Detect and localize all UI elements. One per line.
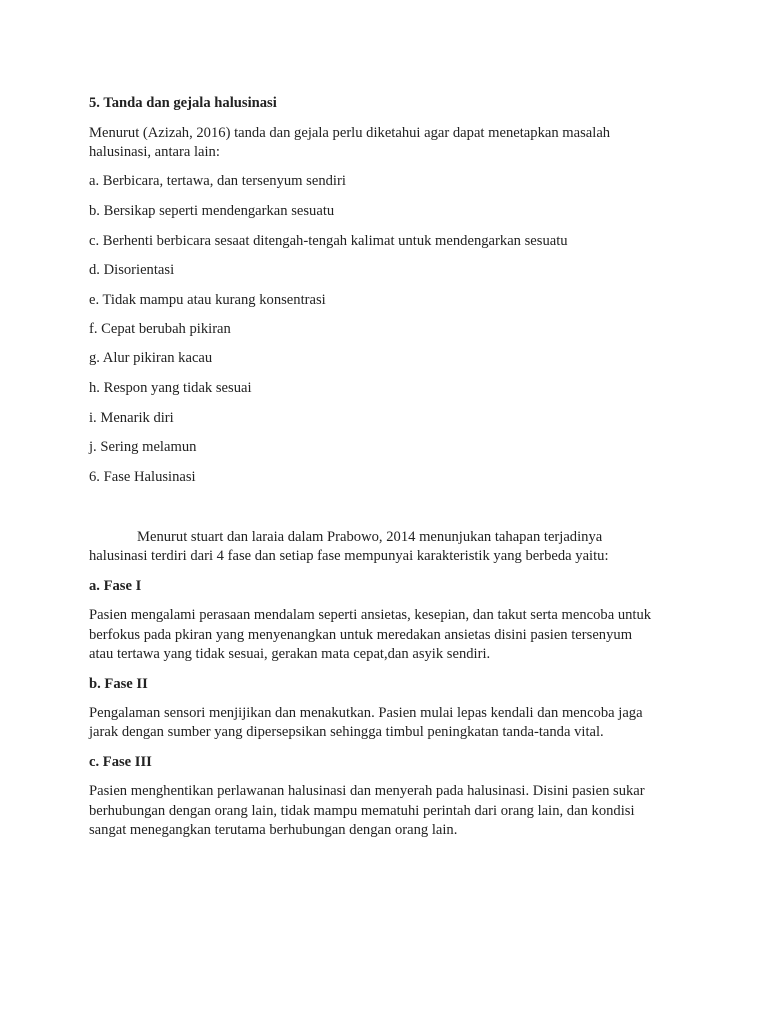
symptom-item-h: h. Respon yang tidak sesuai (89, 380, 252, 396)
phase-3-title: c. Fase III (89, 754, 152, 770)
symptom-item-c: c. Berhenti berbicara sesaat ditengah-tengah kalimat untuk mendengarkan sesuatu (89, 233, 568, 249)
phase-1-line-2: berfokus pada pkiran yang menyenangkan untuk meredakan ansietas disini pasien tersenyum (89, 627, 633, 643)
phase-2-title: b. Fase II (89, 676, 148, 692)
symptom-item-b: b. Bersikap seperti mendengarkan sesuatu (89, 203, 335, 219)
symptom-item-g: g. Alur pikiran kacau (89, 350, 213, 366)
symptom-item-d: d. Disorientasi (89, 262, 175, 278)
symptom-item-j: j. Sering melamun (89, 439, 197, 455)
section-6-intro-line-2: halusinasi terdiri dari 4 fase dan setiap fase mempunyai karakteristik yang berbeda yaitu: (89, 548, 609, 564)
symptom-item-e: e. Tidak mampu atau kurang konsentrasi (89, 292, 326, 308)
symptom-item-f: f. Cepat berubah pikiran (89, 321, 231, 337)
section-6-heading: 6. Fase Halusinasi (89, 469, 196, 485)
phase-3-line-1: Pasien menghentikan perlawanan halusinasi dan menyerah pada halusinasi. Disini pasien sukar (89, 783, 645, 799)
phase-1-line-3: atau tertawa yang tidak sesuai, gerakan mata cepat,dan asyik sendiri. (89, 646, 491, 662)
phase-1-title: a. Fase I (89, 578, 142, 594)
phase-2-line-1: Pengalaman sensori menjijikan dan menakutkan. Pasien mulai lepas kendali dan mencoba jaga (89, 705, 643, 721)
phase-2-line-2: jarak dengan sumber yang dipersepsikan sehingga timbul peningkatan tanda-tanda vital. (89, 724, 604, 740)
section-6-intro-line-1: Menurut stuart dan laraia dalam Prabowo, 2014 menunjukan tahapan terjadinya (137, 529, 603, 545)
section-5-intro-line-2: halusinasi, antara lain: (89, 144, 220, 160)
symptom-item-a: a. Berbicara, tertawa, dan tersenyum sendiri (89, 173, 346, 189)
phase-3-line-2: berhubungan dengan orang lain, tidak mampu mematuhi perintah dari orang lain, dan kondisi (89, 803, 635, 819)
section-5-heading: 5. Tanda dan gejala halusinasi (89, 95, 277, 111)
phase-3-line-3: sangat menegangkan terutama berhubungan dengan orang lain. (89, 822, 458, 838)
section-5-intro-line-1: Menurut (Azizah, 2016) tanda dan gejala perlu diketahui agar dapat menetapkan masalah (89, 125, 611, 141)
symptom-item-i: i. Menarik diri (89, 410, 174, 426)
phase-1-line-1: Pasien mengalami perasaan mendalam seperti ansietas, kesepian, dan takut serta mencoba untuk (89, 607, 652, 623)
